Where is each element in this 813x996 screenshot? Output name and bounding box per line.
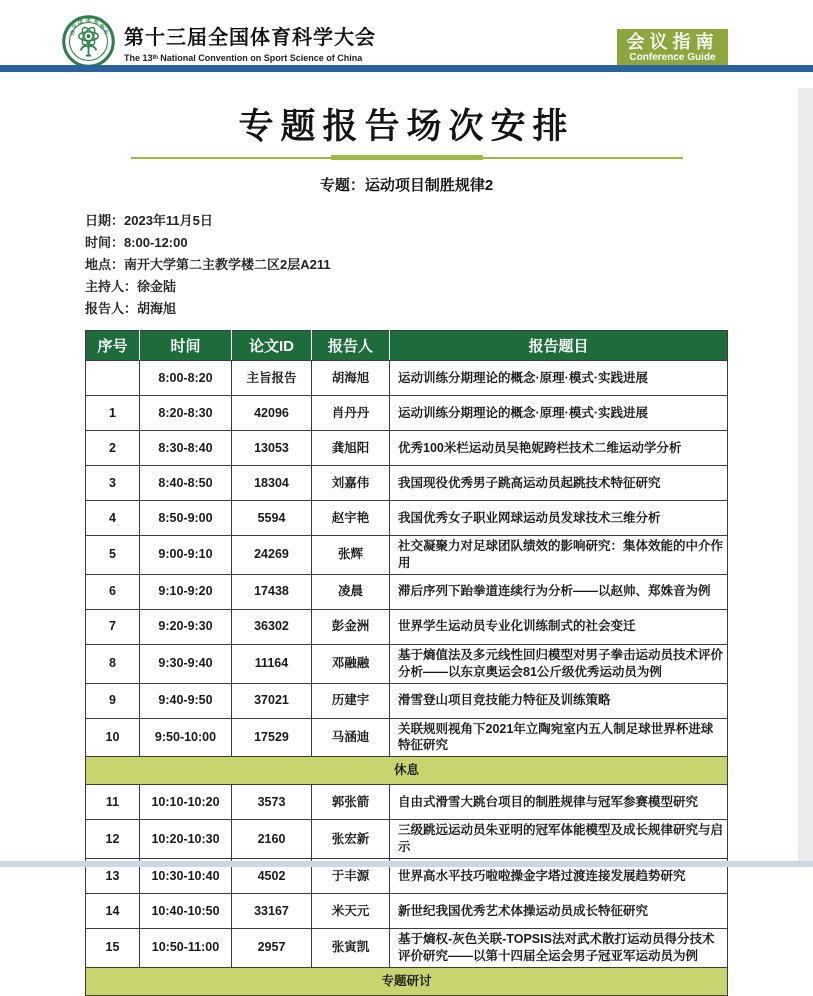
- report-title: 滞后序列下跆拳道连续行为分析——以赵帅、郑姝音为例: [390, 574, 728, 609]
- time-slot: 9:10-9:20: [140, 574, 232, 609]
- paper-id: 2957: [232, 929, 312, 968]
- paper-id: 4502: [232, 859, 312, 894]
- speaker-name: 龚旭阳: [312, 431, 390, 466]
- meta-line: 主持人：徐金陆: [85, 279, 177, 294]
- speaker-name: 凌晨: [312, 574, 390, 609]
- conference-title-cn: 第十三届全国体育科学大会: [124, 27, 376, 49]
- report-title: 优秀100米栏运动员吴艳妮跨栏技术二维运动学分析: [390, 431, 728, 466]
- speaker-name: 刘嘉伟: [312, 466, 390, 501]
- column-header: 序号: [86, 331, 140, 361]
- table-row: [86, 501, 728, 536]
- badge-label-cn: 会议指南: [626, 31, 719, 52]
- paper-id: 33167: [232, 894, 312, 929]
- time-slot: 10:10-10:20: [140, 785, 232, 820]
- table-row: [86, 361, 728, 396]
- speaker-name: 张宏新: [312, 820, 390, 859]
- table-row: [86, 466, 728, 501]
- serial-number: 11: [86, 785, 140, 820]
- table-row: [86, 785, 728, 820]
- table-row: [86, 574, 728, 609]
- report-title: 世界学生运动员专业化训练制式的社会变迁: [390, 609, 728, 644]
- speaker-name: 张辉: [312, 536, 390, 575]
- speaker-name: 肖丹丹: [312, 396, 390, 431]
- report-title: 运动训练分期理论的概念·原理·模式·实践进展: [390, 361, 728, 396]
- paper-id: 3573: [232, 785, 312, 820]
- serial-number: 2: [86, 431, 140, 466]
- speaker-name: 米天元: [312, 894, 390, 929]
- table-row: [86, 396, 728, 431]
- svg-text:育: 育: [93, 20, 99, 26]
- band-label: 休息: [86, 757, 728, 785]
- serial-number: [86, 361, 140, 396]
- table-row: [86, 609, 728, 644]
- column-header: 时间: [140, 331, 232, 361]
- report-title: 基于熵值法及多元线性回归模型对男子拳击运动员技术评价分析——以东京奥运会81公斤级优秀运动员为例: [390, 644, 728, 683]
- table-row: [86, 644, 728, 683]
- time-slot: 9:50-10:00: [140, 718, 232, 757]
- report-title: 新世纪我国优秀艺术体操运动员成长特征研究: [390, 894, 728, 929]
- paper-id: 5594: [232, 501, 312, 536]
- paper-id: 2160: [232, 820, 312, 859]
- report-title: 运动训练分期理论的概念·原理·模式·实践进展: [390, 396, 728, 431]
- speaker-name: 邓融融: [312, 644, 390, 683]
- society-logo-icon: [62, 15, 115, 68]
- column-header: 报告题目: [390, 331, 728, 361]
- paper-id: 17438: [232, 574, 312, 609]
- time-slot: 9:40-9:50: [140, 683, 232, 718]
- svg-text:科: 科: [99, 25, 105, 31]
- time-slot: 8:50-9:00: [140, 501, 232, 536]
- time-slot: 10:50-11:00: [140, 929, 232, 968]
- meta-line: 地点：南开大学第二主教学楼二区2层A211: [85, 257, 331, 272]
- time-slot: 10:30-10:40: [140, 859, 232, 894]
- table-row: [86, 929, 728, 968]
- serial-number: 13: [86, 859, 140, 894]
- table-row: [86, 536, 728, 575]
- report-title: 我国优秀女子职业网球运动员发球技术三维分析: [390, 501, 728, 536]
- title-divider: [131, 155, 683, 161]
- conference-title-en: The 13ᵗʰ National Convention on Sport Science of China: [124, 53, 363, 63]
- svg-text:学: 学: [103, 31, 109, 37]
- session-title: 专题：运动项目制胜规律2: [319, 177, 494, 194]
- svg-text:会: 会: [69, 31, 75, 37]
- paper-id: 42096: [232, 396, 312, 431]
- speaker-name: 马涵迪: [312, 718, 390, 757]
- paper-id: 13053: [232, 431, 312, 466]
- band-label: 专题研讨: [86, 967, 728, 995]
- serial-number: 6: [86, 574, 140, 609]
- table-row: [86, 683, 728, 718]
- serial-number: 14: [86, 894, 140, 929]
- speaker-name: 赵宇艳: [312, 501, 390, 536]
- serial-number: 15: [86, 929, 140, 968]
- time-slot: 9:00-9:10: [140, 536, 232, 575]
- meta-line: 报告人：胡海旭: [85, 301, 177, 316]
- serial-number: 7: [86, 609, 140, 644]
- serial-number: 3: [86, 466, 140, 501]
- time-slot: 9:20-9:30: [140, 609, 232, 644]
- svg-text:国: 国: [77, 20, 83, 26]
- schedule-table: [85, 330, 728, 996]
- report-title: 世界高水平技巧啦啦操金字塔过渡连接发展趋势研究: [390, 859, 728, 894]
- top-banner: [0, 0, 813, 72]
- serial-number: 4: [86, 501, 140, 536]
- report-title: 基于熵权-灰色关联-TOPSIS法对武术散打运动员得分技术评价研究——以第十四届全运会男子冠亚军运动员为例: [390, 929, 728, 968]
- paper-id: 18304: [232, 466, 312, 501]
- table-row: [86, 820, 728, 859]
- time-slot: 8:00-8:20: [140, 361, 232, 396]
- scan-edge-right: [798, 88, 813, 867]
- paper-id: 11164: [232, 644, 312, 683]
- page-title: 专题报告场次安排: [238, 107, 575, 146]
- speaker-name: 郭张箭: [312, 785, 390, 820]
- serial-number: 9: [86, 683, 140, 718]
- serial-number: 12: [86, 820, 140, 859]
- report-title: 自由式滑雪大跳台项目的制胜规律与冠军参赛模型研究: [390, 785, 728, 820]
- speaker-name: 历建宇: [312, 683, 390, 718]
- paper-id: 17529: [232, 718, 312, 757]
- report-title: 我国现役优秀男子跳高运动员起跳技术特征研究: [390, 466, 728, 501]
- meta-line: 时间：8:00-12:00: [85, 235, 188, 250]
- time-slot: 10:40-10:50: [140, 894, 232, 929]
- svg-text:体: 体: [85, 19, 91, 25]
- report-title: 滑雪登山项目竞技能力特征及训练策略: [390, 683, 728, 718]
- time-slot: 8:20-8:30: [140, 396, 232, 431]
- speaker-name: 于丰源: [312, 859, 390, 894]
- svg-text:中: 中: [71, 25, 77, 31]
- meta-line: 日期：2023年11月5日: [85, 213, 213, 228]
- speaker-name: 胡海旭: [312, 361, 390, 396]
- paper-id: 37021: [232, 683, 312, 718]
- serial-number: 5: [86, 536, 140, 575]
- time-slot: 8:30-8:40: [140, 431, 232, 466]
- table-row: [86, 718, 728, 757]
- time-slot: 8:40-8:50: [140, 466, 232, 501]
- band-row: [86, 967, 728, 995]
- scan-edge-bottom: [0, 861, 813, 867]
- serial-number: 10: [86, 718, 140, 757]
- paper-id: 36302: [232, 609, 312, 644]
- table-header-row: [86, 331, 728, 361]
- paper-id: 24269: [232, 536, 312, 575]
- column-header: 报告人: [312, 331, 390, 361]
- column-header: 论文ID: [232, 331, 312, 361]
- paper-id: 主旨报告: [232, 361, 312, 396]
- table-row: [86, 431, 728, 466]
- banner-divider-line: [0, 65, 813, 72]
- band-row: [86, 757, 728, 785]
- serial-number: 8: [86, 644, 140, 683]
- speaker-name: 彭金洲: [312, 609, 390, 644]
- report-title: 三级跳远运动员朱亚明的冠军体能模型及成长规律研究与启示: [390, 820, 728, 859]
- conference-guide-badge: [617, 29, 728, 67]
- serial-number: 1: [86, 396, 140, 431]
- time-slot: 9:30-9:40: [140, 644, 232, 683]
- time-slot: 10:20-10:30: [140, 820, 232, 859]
- session-meta: [85, 210, 728, 320]
- table-row: [86, 894, 728, 929]
- speaker-name: 张寅凯: [312, 929, 390, 968]
- report-title: 社交凝聚力对足球团队绩效的影响研究：集体效能的中介作用: [390, 536, 728, 575]
- report-title: 关联规则视角下2021年立陶宛室内五人制足球世界杯进球特征研究: [390, 718, 728, 757]
- badge-label-en: Conference Guide: [629, 52, 716, 64]
